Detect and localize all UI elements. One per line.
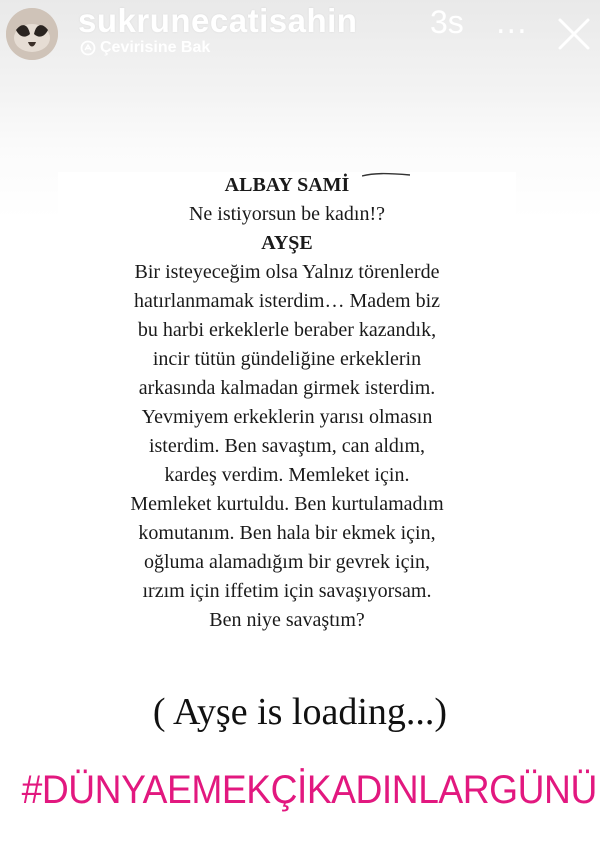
dialogue-line: komutanım. Ben hala bir ekmek için, — [138, 522, 436, 544]
dialogue-line: incir tütün gündeliğine erkeklerin — [152, 348, 422, 370]
username[interactable]: sukrunecatisahin — [78, 2, 358, 39]
translate-label: Çevirisine Bak — [100, 39, 211, 56]
dialogue-line: isterdim. Ben savaştım, can aldım, — [148, 435, 426, 457]
dialogue-line: Ne istiyorsun be kadın!? — [188, 203, 386, 225]
dialogue-line: hatırlanmamak isterdim… Madem biz — [133, 290, 441, 312]
document-card — [58, 172, 516, 652]
dialogue-line: Bir isteyeceğim olsa Yalnız törenlerde — [134, 261, 440, 283]
dialogue-line: ırzım için iffetim için savaşıyorsam. — [142, 580, 432, 602]
speaker-name: AYŞE — [261, 232, 313, 254]
hashtag-text[interactable]: #DÜNYAEMEKÇİKADINLARGÜNÜ — [21, 768, 597, 812]
dialogue-line: Yevmiyem erkeklerin yarısı olmasın — [141, 406, 433, 428]
more-icon[interactable]: ... — [496, 6, 528, 41]
translate-icon — [80, 40, 96, 56]
avatar-image — [6, 8, 58, 60]
pen-mark — [362, 172, 412, 180]
translate-button[interactable] — [80, 38, 210, 58]
timestamp: 3s — [430, 4, 464, 40]
dialogue-line: arkasında kalmadan girmek isterdim. — [138, 377, 436, 399]
dialogue-line: Ben niye savaştım? — [209, 609, 365, 631]
story-caption: ( Ayşe is loading...) — [152, 691, 448, 733]
close-icon[interactable] — [556, 16, 592, 52]
speaker-name: ALBAY SAMİ — [224, 174, 350, 196]
avatar[interactable] — [6, 8, 58, 60]
dialogue-line: oğluma alamadığım bir gevrek için, — [143, 551, 431, 573]
dialogue-line: Memleket kurtuldu. Ben kurtulamadım — [130, 493, 444, 515]
dialogue-line: bu harbi erkeklerle beraber kazandık, — [137, 319, 437, 341]
dialogue-line: kardeş verdim. Memleket için. — [164, 464, 410, 486]
hashtag-row — [0, 768, 600, 813]
